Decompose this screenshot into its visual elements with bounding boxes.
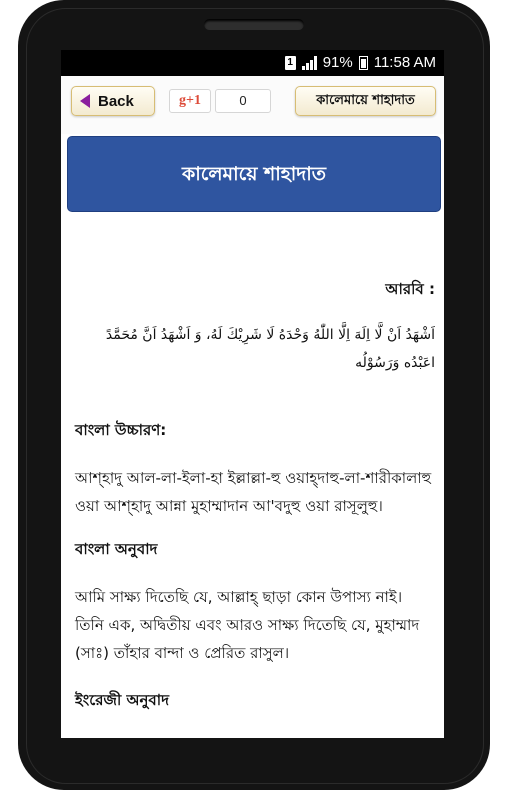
translation-heading: বাংলা অনুবাদ — [75, 540, 158, 558]
battery-icon — [359, 56, 368, 70]
arabic-text: اَشْهَدُ اَنْ لَّا اِلَهَ اِلَّا اللّٰهُ وَحْدَهُ لَا شَرِيْكَ لَهُ، وَ اَشْهَدُ اَنَّ مُحَمَّدً اعَبْدُه وَرَسُوْلُه — [105, 327, 435, 371]
page-title-button[interactable]: কালেমায়ে শাহাদাত — [295, 86, 436, 116]
pronunciation-text: আশ্হাদু আল-লা-ইলা-হা ইল্লাল্লা-হু ওয়াহ্দাহু-লা-শারীকালাহু ওয়া আশ্হাদু আন্না মুহাম্মাদান আ'বদুহু ওয়া রাসূলুহু। — [75, 469, 432, 515]
back-button[interactable] — [71, 86, 155, 116]
article-content — [75, 278, 435, 734]
back-button-label: Back — [98, 92, 134, 110]
english-translation-heading: ইংরেজী অনুবাদ — [75, 691, 169, 709]
google-plus-count: 0 — [215, 89, 271, 113]
back-arrow-icon — [80, 94, 90, 108]
phone-speaker — [204, 19, 304, 30]
toolbar — [61, 76, 444, 134]
google-plus-one-button[interactable]: g+1 — [169, 89, 211, 113]
arabic-heading: আরবি : — [385, 280, 435, 298]
translation-text: আমি সাক্ষ্য দিতেছি যে, আল্লাহ্ ছাড়া কোন উপাস্য নাই। তিনি এক, অদ্বিতীয় এবং আরও সাক্ষ্য দিতেছি যে, মুহাম্মাদ (সাঃ) তাঁহার বান্দা ও প্রেরিত রাসুল। — [75, 588, 420, 662]
clock: 11:58 AM — [373, 54, 436, 71]
battery-percent: 91% — [322, 54, 353, 71]
app-screen — [61, 50, 444, 738]
signal-icon — [302, 56, 317, 70]
sim-icon: 1 — [285, 56, 296, 70]
status-indicators — [285, 54, 436, 71]
page-title-banner: কালেমায়ে শাহাদাত — [67, 136, 441, 212]
status-bar — [61, 50, 444, 76]
pronunciation-heading: বাংলা উচ্চারণ: — [75, 421, 167, 439]
